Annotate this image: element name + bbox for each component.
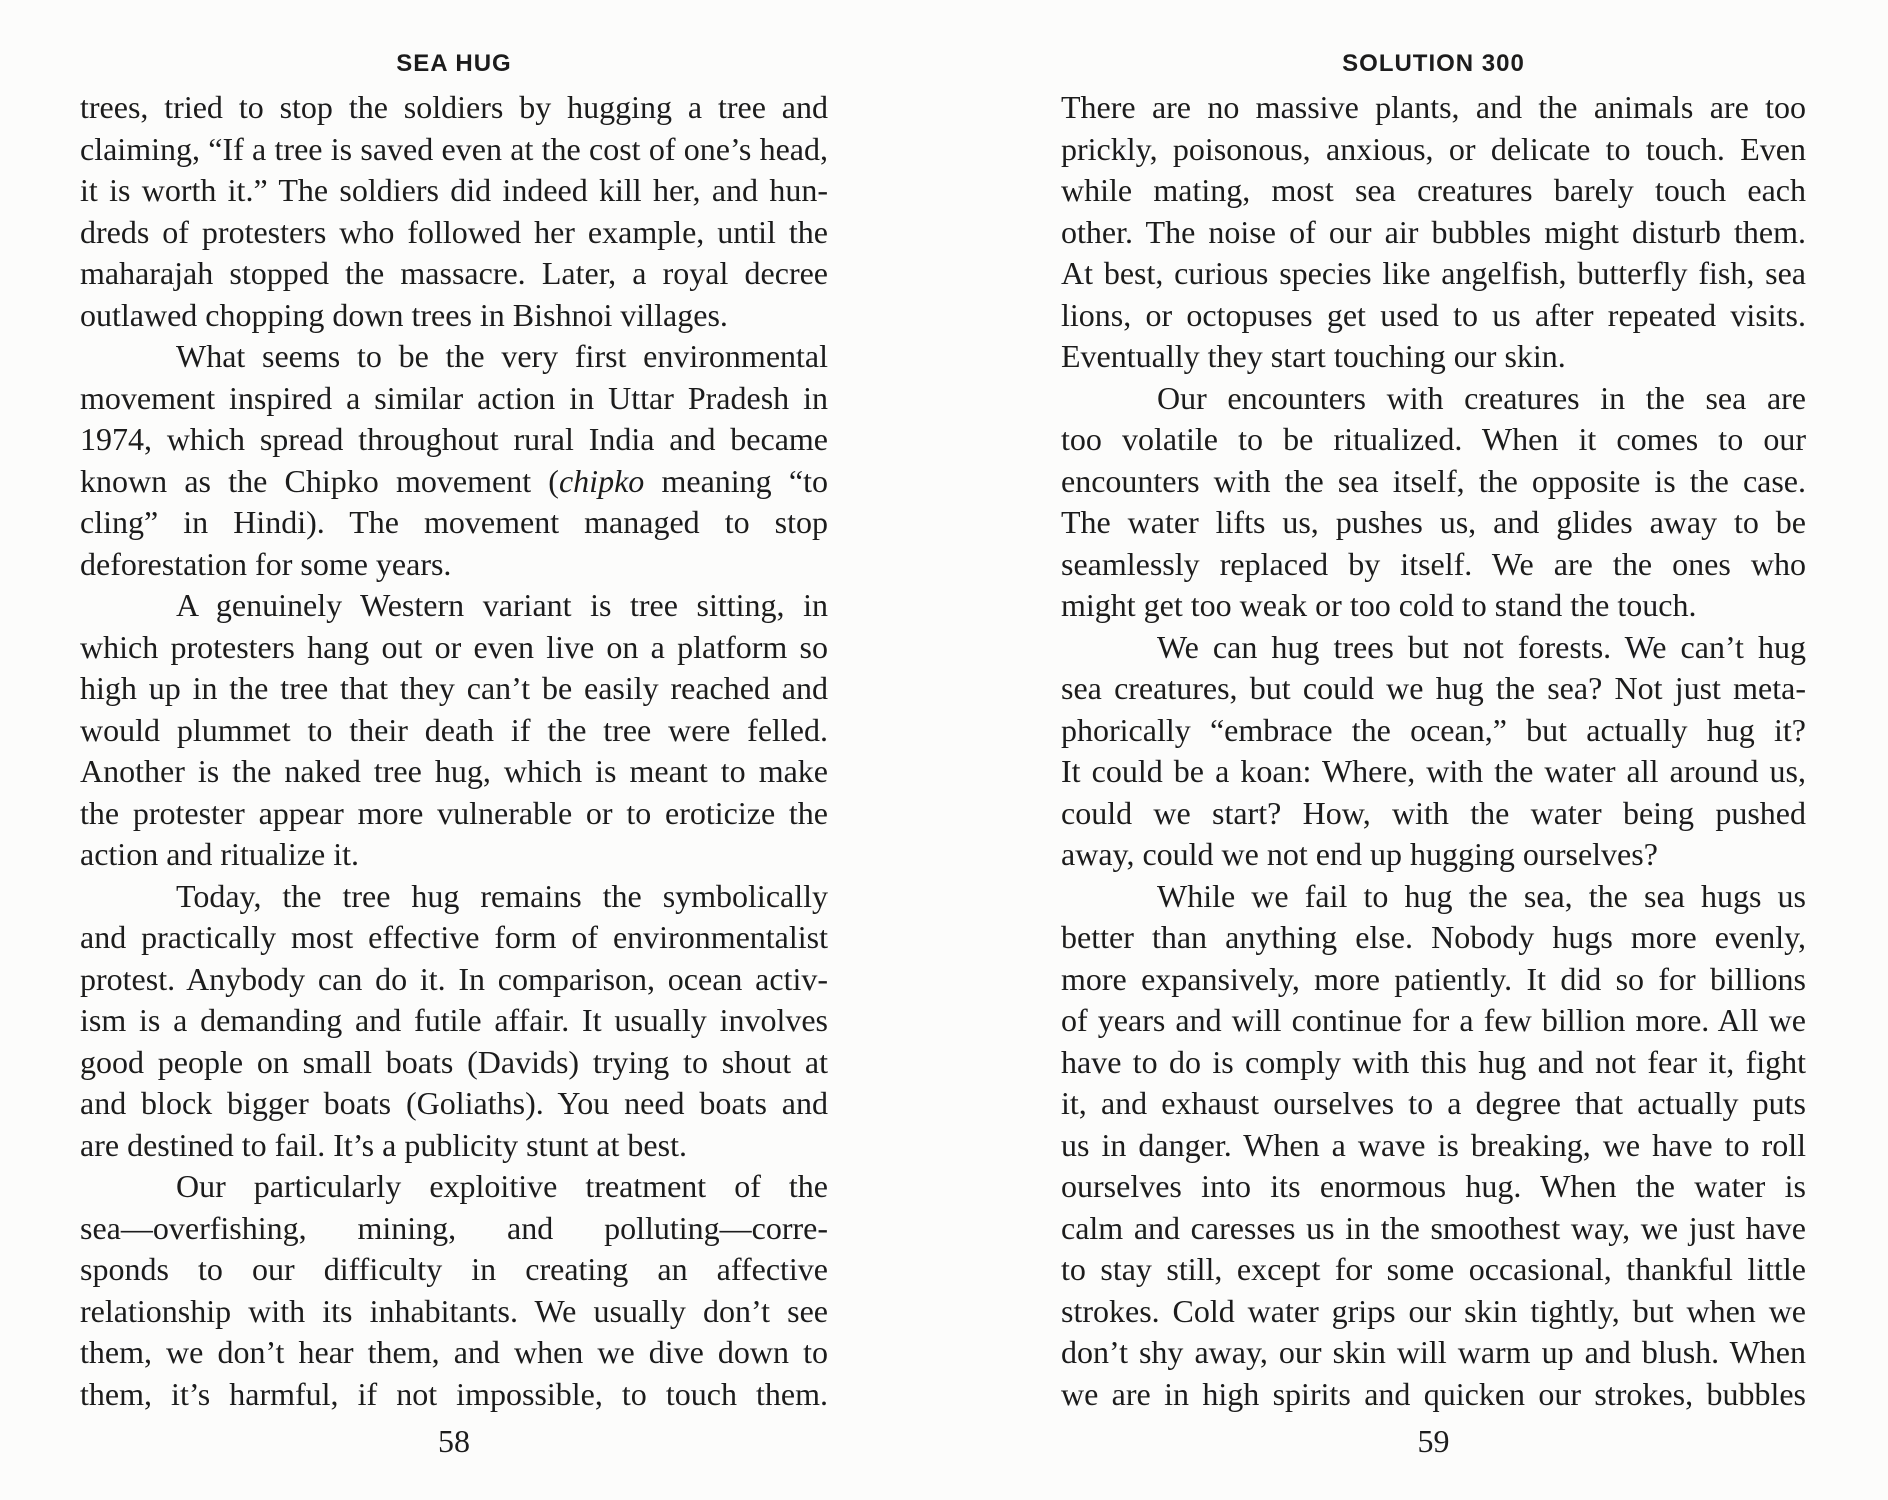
page-left bbox=[80, 0, 828, 1500]
text-line: cling” in Hindi). The movement managed to stop bbox=[80, 504, 828, 540]
text-line: calm and caresses us in the smoothest way, we just have bbox=[1061, 1209, 1806, 1246]
text-line: What seems to be the very first environmental bbox=[176, 338, 828, 374]
text-line: A genuinely Western variant is tree sitting, in bbox=[176, 587, 828, 623]
text-line: them, we don’t hear them, and when we dive down to bbox=[80, 1334, 828, 1370]
text-line: them, it’s harmful, if not impossible, to touch them. bbox=[80, 1375, 828, 1412]
text-line: deforestation for some years. bbox=[80, 545, 452, 582]
text-line: While we fail to hug the sea, the sea hugs us bbox=[1157, 877, 1806, 914]
text-line: more expansively, more patiently. It did so for billions bbox=[1061, 960, 1806, 997]
text-line: too volatile to be ritualized. When it comes to our bbox=[1061, 421, 1806, 457]
text-line: Our particularly exploitive treatment of the bbox=[176, 1168, 828, 1204]
text-line: other. The noise of our air bubbles might disturb them. bbox=[1061, 213, 1806, 250]
text-line: At best, curious species like angelfish, butterfly fish, sea bbox=[1061, 255, 1806, 291]
text-line: it, and exhaust ourselves to a degree that actually puts bbox=[1061, 1085, 1806, 1121]
text-line: outlawed chopping down trees in Bishnoi villages. bbox=[80, 296, 728, 333]
text-line: ism is a demanding and futile affair. It usually involves bbox=[80, 1002, 828, 1038]
page-number-right: 59 bbox=[1417, 1423, 1450, 1459]
text-line: action and ritualize it. bbox=[80, 836, 359, 872]
text-line: maharajah stopped the massacre. Later, a royal decree bbox=[80, 255, 828, 291]
text-line: would plummet to their death if the tree were felled. bbox=[80, 711, 828, 748]
text-line: we are in high spirits and quicken our strokes, bubbles bbox=[1061, 1375, 1806, 1412]
text-line: strokes. Cold water grips our skin tightly, but when we bbox=[1061, 1292, 1806, 1329]
text-line: Eventually they start touching our skin. bbox=[1061, 338, 1566, 374]
text-line: phorically “embrace the ocean,” but actually hug it? bbox=[1061, 711, 1806, 748]
text-line: seamlessly replaced by itself. We are the ones who bbox=[1061, 545, 1806, 582]
text-line: better than anything else. Nobody hugs more evenly, bbox=[1061, 919, 1806, 955]
text-line: movement inspired a similar action in Uttar Pradesh in bbox=[80, 379, 828, 416]
text-line: known as the Chipko movement (chipko meaning “to bbox=[80, 462, 829, 499]
text-line: Today, the tree hug remains the symbolically bbox=[176, 877, 828, 914]
text-line: sea creatures, but could we hug the sea? Not just meta- bbox=[1061, 670, 1806, 706]
text-line: sponds to our difficulty in creating an affective bbox=[80, 1251, 828, 1287]
text-line: protest. Anybody can do it. In comparison, ocean activ- bbox=[80, 960, 828, 997]
text-line: claiming, “If a tree is saved even at the cost of one’s head, bbox=[80, 130, 828, 167]
text-line: to stay still, except for some occasional, thankful little bbox=[1061, 1251, 1806, 1287]
text-line: are destined to fail. It’s a publicity stunt at best. bbox=[80, 1126, 687, 1163]
text-line: trees, tried to stop the soldiers by hugging a tree and bbox=[80, 89, 828, 125]
text-line: Another is the naked tree hug, which is meant to make bbox=[80, 753, 828, 789]
text-line: of years and will continue for a few billion more. All we bbox=[1061, 1002, 1806, 1038]
text-column-right bbox=[1061, 87, 1806, 1415]
text-line: don’t shy away, our skin will warm up and blush. When bbox=[1061, 1334, 1806, 1370]
text-line: relationship with its inhabitants. We usually don’t see bbox=[80, 1292, 828, 1329]
text-line: prickly, poisonous, anxious, or delicate to touch. Even bbox=[1061, 130, 1806, 167]
text-line: We can hug trees but not forests. We can’t hug bbox=[1157, 628, 1806, 665]
text-line: and block bigger boats (Goliaths). You need boats and bbox=[80, 1085, 828, 1121]
text-line: while mating, most sea creatures barely touch each bbox=[1061, 172, 1806, 208]
page-right bbox=[1061, 0, 1806, 1500]
text-line: sea—overfishing, mining, and polluting—corre- bbox=[80, 1209, 828, 1246]
text-line: encounters with the sea itself, the opposite is the case. bbox=[1061, 462, 1806, 499]
text-line: lions, or octopuses get used to us after repeated visits. bbox=[1061, 296, 1806, 333]
text-line: could we start? How, with the water being pushed bbox=[1061, 794, 1806, 831]
text-line: which protesters hang out or even live on a platform so bbox=[80, 628, 828, 665]
text-line: There are no massive plants, and the animals are too bbox=[1061, 89, 1806, 125]
text-line: high up in the tree that they can’t be easily reached and bbox=[80, 670, 828, 706]
text-line: The water lifts us, pushes us, and glides away to be bbox=[1061, 504, 1806, 540]
text-line: ourselves into its enormous hug. When the water is bbox=[1061, 1168, 1806, 1204]
text-line: away, could we not end up hugging ourselves? bbox=[1061, 836, 1658, 872]
text-line: us in danger. When a wave is breaking, we have to roll bbox=[1061, 1126, 1806, 1163]
text-line: and practically most effective form of environmentalist bbox=[80, 919, 828, 955]
text-line: 1974, which spread throughout rural India and became bbox=[80, 421, 828, 457]
running-head-left: SEA HUG bbox=[396, 50, 512, 77]
running-head-right: SOLUTION 300 bbox=[1342, 50, 1525, 77]
text-line: It could be a koan: Where, with the water all around us, bbox=[1061, 753, 1806, 789]
text-line: might get too weak or too cold to stand the touch. bbox=[1061, 587, 1697, 623]
text-line: dreds of protesters who followed her example, until the bbox=[80, 213, 828, 250]
text-line: Our encounters with creatures in the sea are bbox=[1157, 379, 1806, 416]
page-number-left: 58 bbox=[438, 1423, 470, 1459]
text-line: it is worth it.” The soldiers did indeed kill her, and hun- bbox=[80, 172, 828, 208]
text-line: have to do is comply with this hug and not fear it, fight bbox=[1061, 1043, 1806, 1080]
text-line: good people on small boats (Davids) trying to shout at bbox=[80, 1043, 828, 1080]
text-column-left bbox=[80, 87, 828, 1415]
text-line: the protester appear more vulnerable or to eroticize the bbox=[80, 794, 828, 831]
